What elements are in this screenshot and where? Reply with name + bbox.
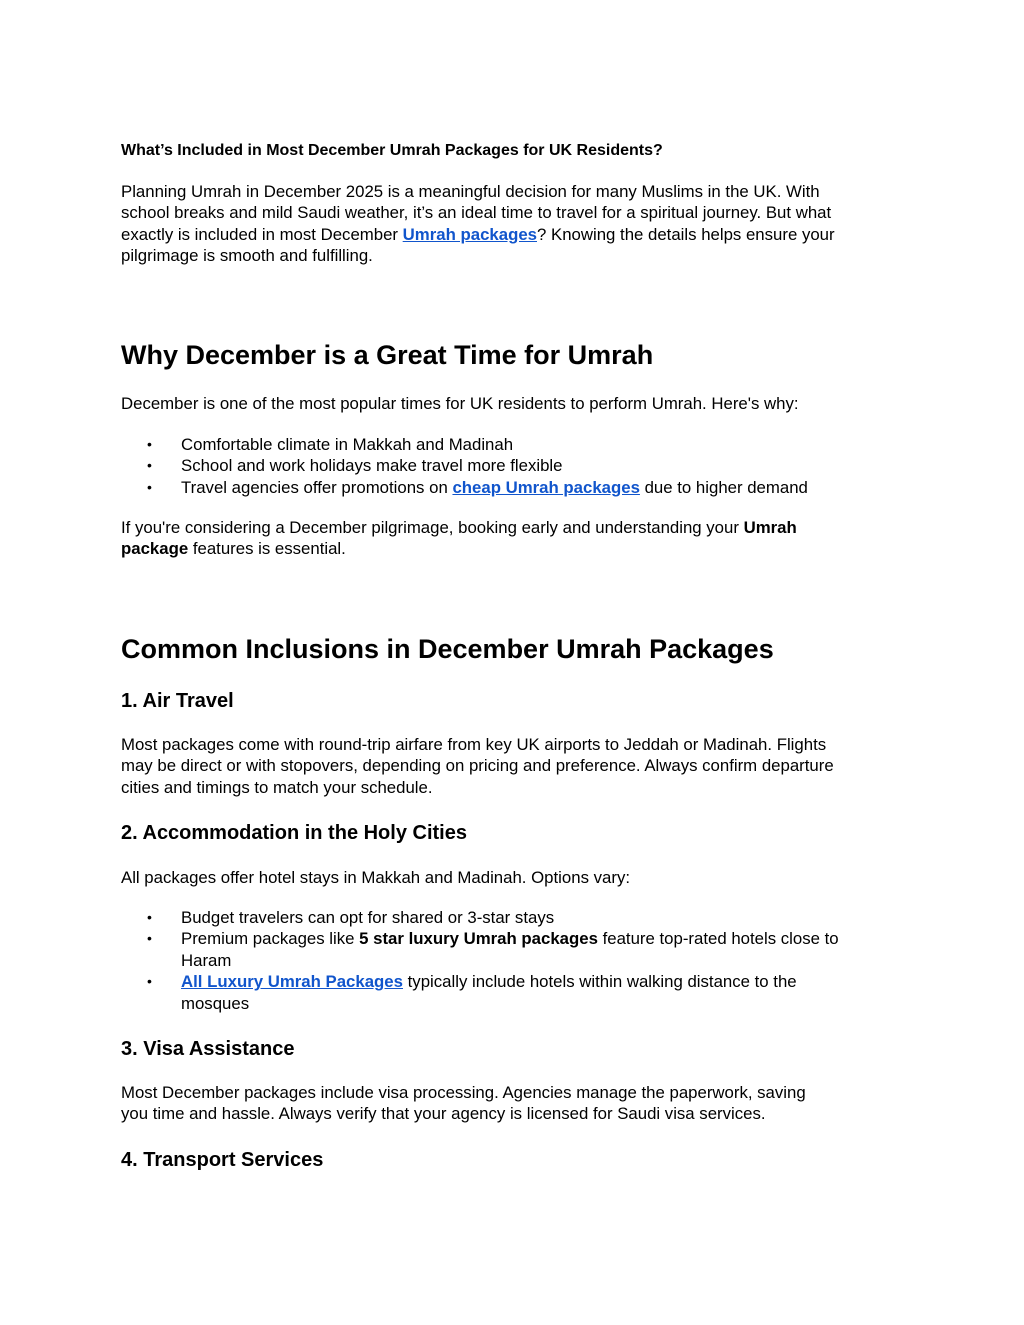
why-lead-text: December is one of the most popular times for UK residents to perform Umrah. Here's why: [121,394,799,413]
list-item: • Comfortable climate in Makkah and Madinah [147,435,514,454]
intro-paragraph: Planning Umrah in December 2025 is a meaningful decision for many Muslims in the UK. With school breaks and mild Saudi weather, it’s an ideal time to travel for a spiritual journey. But what exactly is included in most December Umrah packages? Knowing the details helps ensure your pilgrimage is smooth and fulfilling. [121,182,835,266]
list-item: • Budget travelers can opt for shared or 3-star stays [147,908,555,927]
intro-title: What’s Included in Most December Umrah Packages for UK Residents? [121,142,663,159]
accommodation-lead-text: All packages offer hotel stays in Makkah and Madinah. Options vary: [121,868,630,887]
bullet-icon: • [147,973,152,990]
umrah-packages-link[interactable]: Umrah packages [402,224,537,244]
visa-assistance-heading: 3. Visa Assistance [121,1038,295,1060]
cheap-umrah-packages-link[interactable]: cheap Umrah packages [452,477,640,497]
visa-assistance-paragraph: Most December packages include visa processing. Agencies manage the paperwork, saving you time and hassle. Always verify that your agency is licensed for Saudi visa services. [121,1083,806,1124]
accommodation-heading: 2. Accommodation in the Holy Cities [121,822,467,844]
transport-services-heading: 4. Transport Services [121,1149,324,1171]
all-luxury-umrah-packages-link[interactable]: All Luxury Umrah Packages [181,972,403,992]
list-item: • Travel agencies offer promotions on cheap Umrah packages due to higher demand [147,477,808,497]
bullet-icon: • [147,930,152,947]
bullet-icon: • [147,457,152,474]
list-item: • Premium packages like 5 star luxury Umrah packages feature top-rated hotels close to Haram [147,929,839,970]
air-travel-heading: 1. Air Travel [121,690,234,712]
bullet-icon: • [147,436,152,452]
bullet-icon: • [147,909,152,925]
air-travel-paragraph: Most packages come with round-trip airfare from key UK airports to Jeddah or Madinah. Flights may be direct or with stopovers, depending on pricing and preference. Always confirm departure cities and timings to match your schedule. [121,735,834,797]
inclusions-heading: Common Inclusions in December Umrah Packages [121,634,774,664]
why-bullet-list [121,434,808,498]
list-item: • All Luxury Umrah Packages typically include hotels within walking distance to the mosques [147,972,797,1013]
list-item: • School and work holidays make travel more flexible [147,456,563,476]
why-closing-paragraph: If you're considering a December pilgrimage, booking early and understanding your Umrah package features is essential. [121,518,797,559]
bullet-icon: • [147,478,152,495]
accommodation-bullet-list [121,907,839,1014]
why-december-heading: Why December is a Great Time for Umrah [121,340,654,370]
